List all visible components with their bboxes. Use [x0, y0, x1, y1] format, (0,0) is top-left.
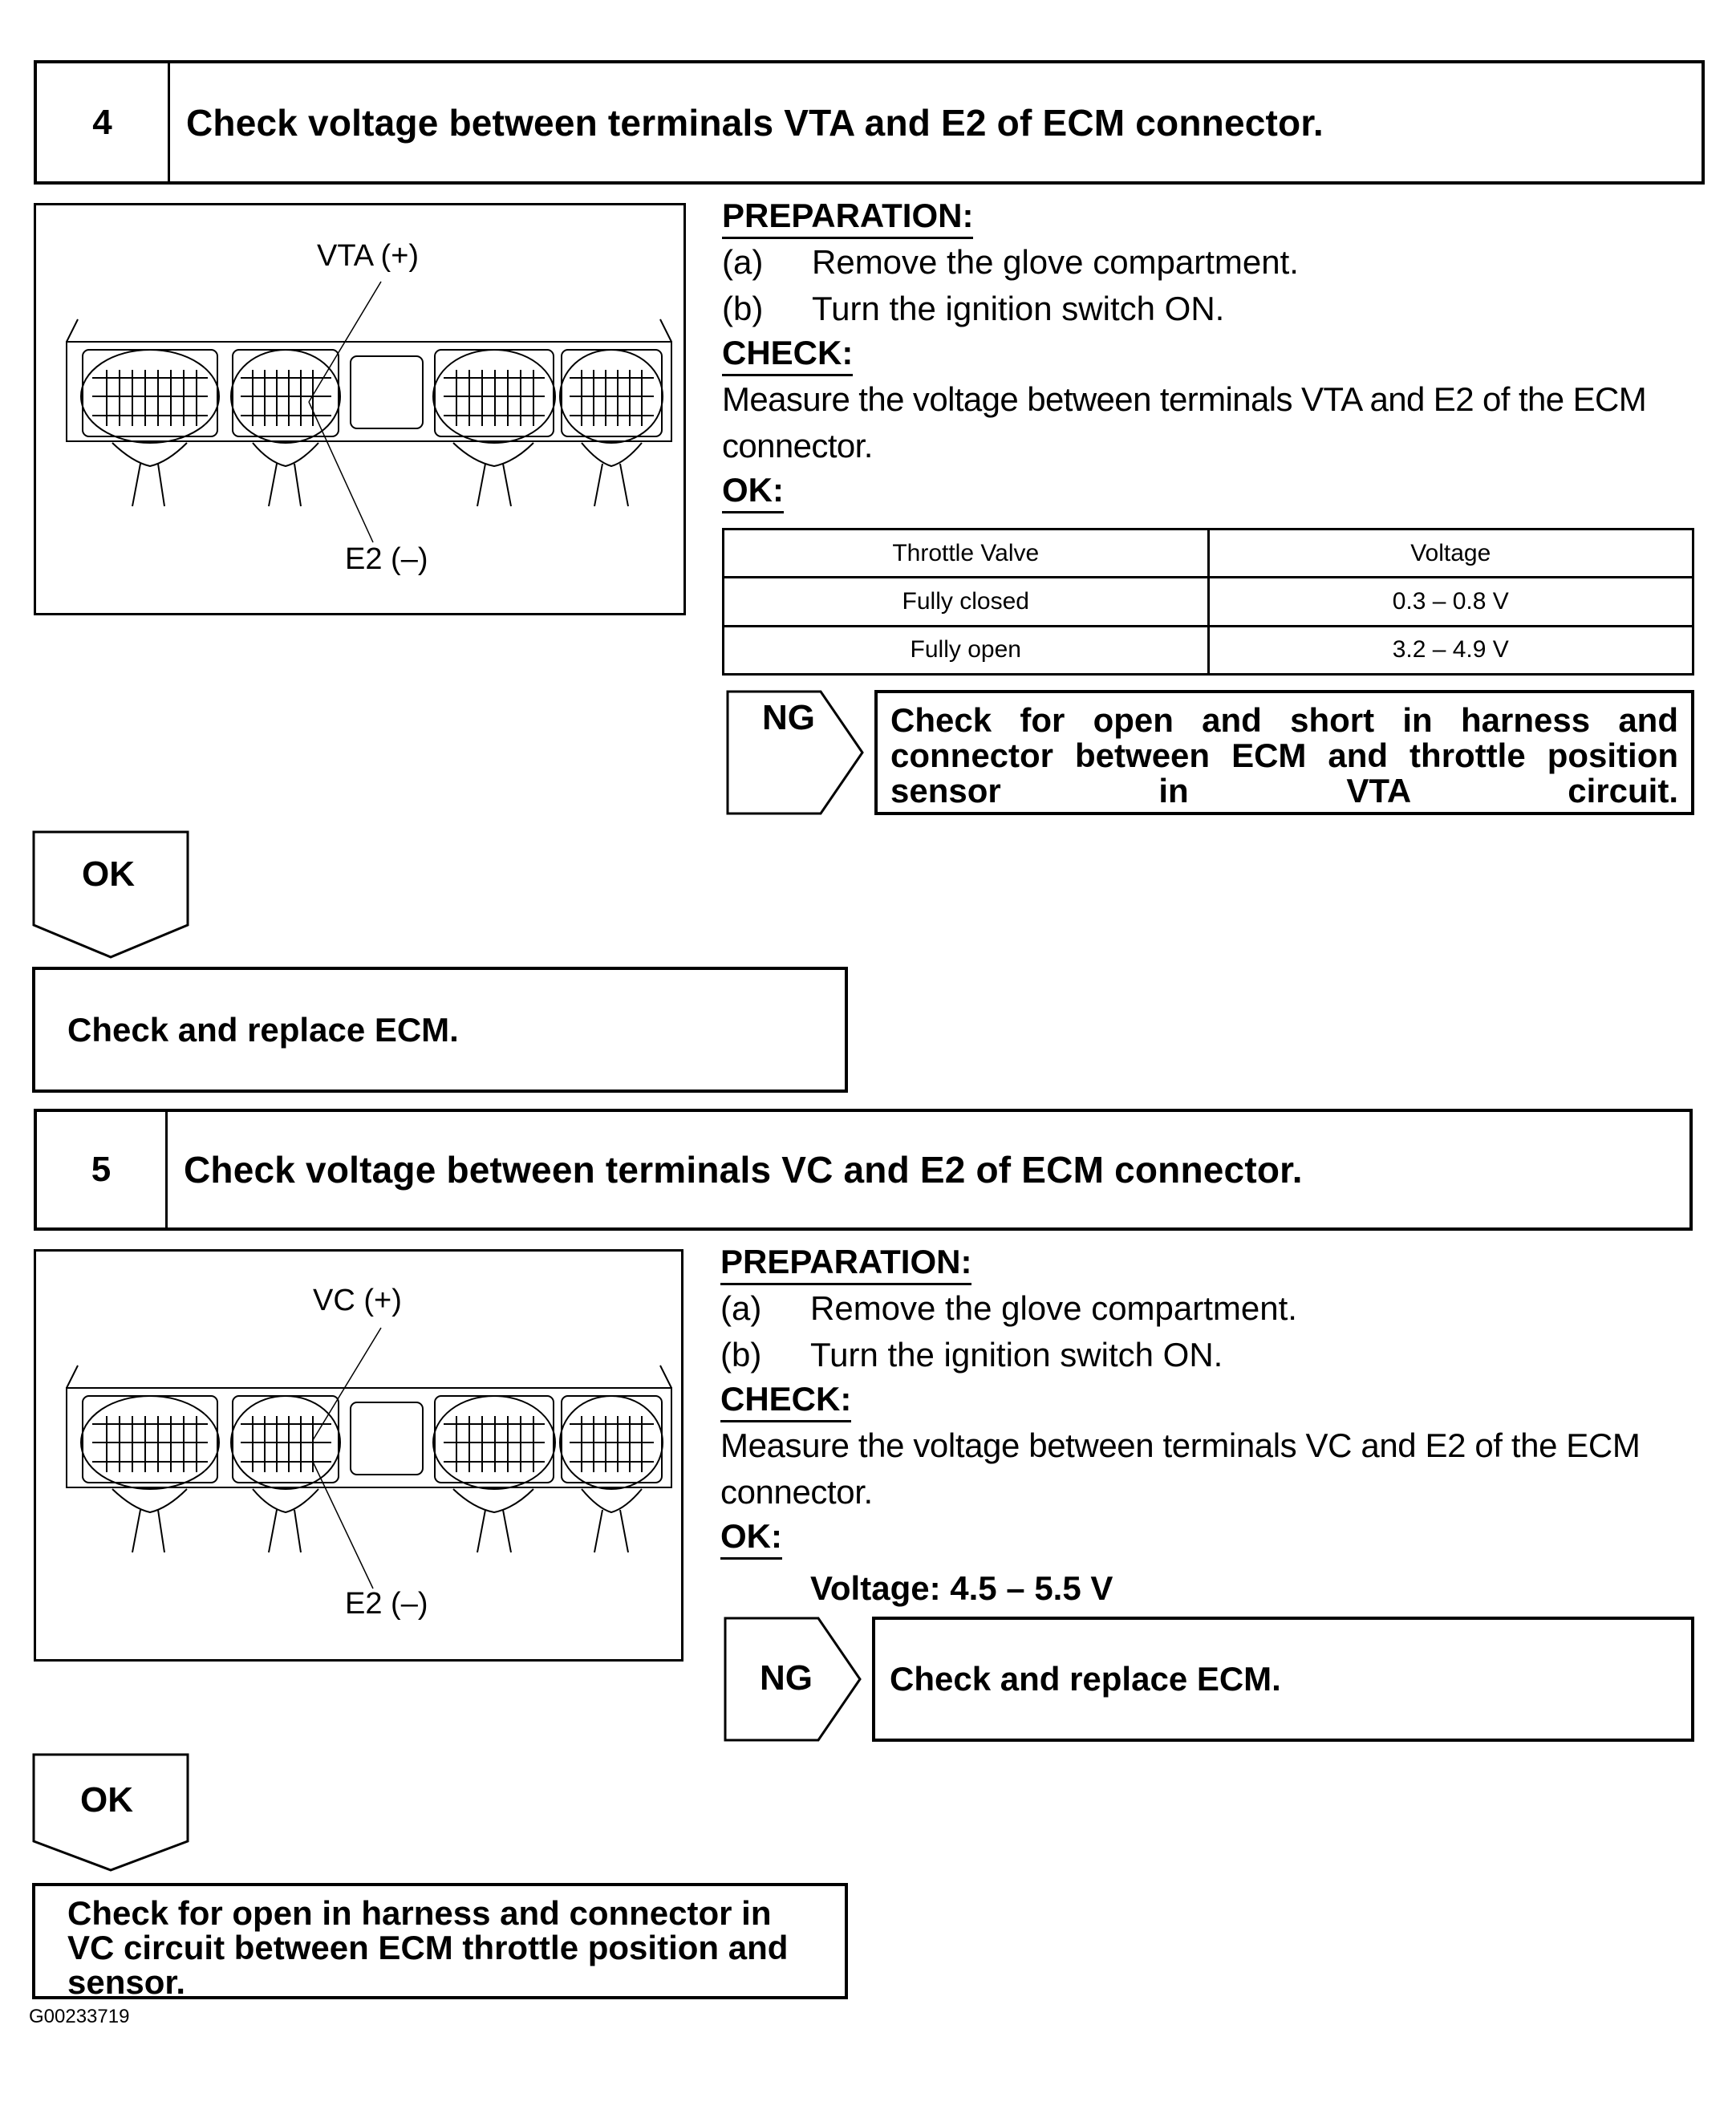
step5-header	[34, 1109, 1693, 1231]
step5-check-heading: CHECK:	[720, 1378, 851, 1422]
step5-ok-heading: OK:	[720, 1516, 782, 1560]
step5-title: Check voltage between terminals VC and E2 of ECM connector.	[184, 1149, 1303, 1191]
step5-prep-step-a: (a) Remove the glove compartment.	[720, 1289, 1297, 1327]
vc-positive-label: VC (+)	[313, 1284, 402, 1317]
step5-ok-label: OK	[80, 1780, 133, 1820]
step4-ok-action: Check and replace ECM.	[67, 1010, 459, 1049]
step4-number: 4	[37, 63, 170, 181]
figure-id: G00233719	[29, 2006, 130, 2027]
step5-ng-label: NG	[760, 1658, 813, 1698]
step5-ok-action-box	[32, 1883, 848, 1999]
step5-diagram	[34, 1249, 683, 1662]
down-arrow-icon	[32, 830, 191, 959]
table-header-row	[724, 530, 1693, 578]
step4-prep-step-a: (a) Remove the glove compartment.	[722, 243, 1299, 281]
step4-title: Check voltage between terminals VTA and E2 of ECM connector.	[186, 101, 1324, 144]
vta-positive-label: VTA (+)	[317, 239, 420, 273]
step4-ng-arrow	[726, 690, 864, 815]
step4-ng-label: NG	[762, 698, 815, 737]
step5-number: 5	[37, 1112, 168, 1227]
step5-ng-arrow	[724, 1617, 862, 1742]
e2-negative-label: E2 (–)	[345, 1587, 428, 1621]
step4-instructions	[722, 195, 1697, 513]
table-row: Fully closed 0.3 – 0.8 V	[724, 578, 1693, 626]
step4-preparation-heading: PREPARATION:	[722, 195, 973, 239]
step4-check-text: Measure the voltage between terminals VTA and E2 of the ECM connector.	[722, 380, 1647, 465]
step4-ok-label: OK	[82, 854, 135, 894]
table-header-voltage: Voltage	[1208, 530, 1693, 578]
step5-instructions	[720, 1241, 1695, 1609]
step4-ok-heading: OK:	[722, 469, 784, 513]
step4-ng-action: Check for open and short in harness and connector between ECM and throttle position sensor in VTA circuit.	[890, 701, 1678, 810]
step5-ok-action: Check for open in harness and connector in VC circuit between ECM throttle position and sensor.	[67, 1894, 789, 2001]
step5-prep-step-b: (b) Turn the ignition switch ON.	[720, 1336, 1223, 1374]
step4-prep-step-b: (b) Turn the ignition switch ON.	[722, 290, 1225, 327]
step5-ok-arrow	[32, 1753, 191, 1872]
step4-ok-action-box	[32, 967, 848, 1093]
step5-ng-action: Check and replace ECM.	[890, 1660, 1281, 1698]
step4-header	[34, 60, 1705, 185]
e2-negative-label: E2 (–)	[345, 542, 428, 576]
step4-ok-arrow	[32, 830, 191, 959]
step4-check-heading: CHECK:	[722, 332, 853, 376]
step5-preparation-heading: PREPARATION:	[720, 1241, 971, 1285]
step5-ok-spec: Voltage: 4.5 – 5.5 V	[810, 1569, 1113, 1607]
step4-ng-action-box	[874, 690, 1694, 815]
step5-ng-action-box	[872, 1617, 1694, 1742]
step5-check-text: Measure the voltage between terminals VC and E2 of the ECM connector.	[720, 1426, 1641, 1511]
table-header-throttle-valve: Throttle Valve	[724, 530, 1209, 578]
step4-diagram	[34, 203, 686, 615]
table-row: Fully open 3.2 – 4.9 V	[724, 626, 1693, 674]
step4-ok-table	[722, 528, 1694, 676]
